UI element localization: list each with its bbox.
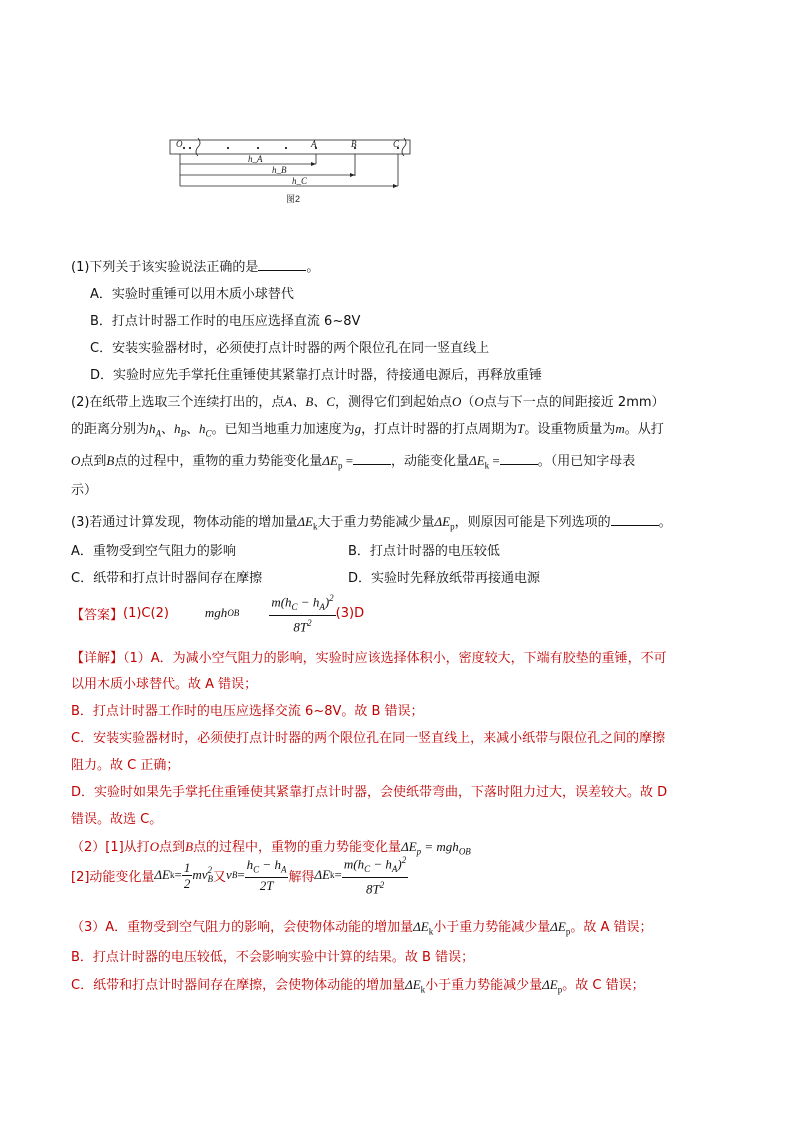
detail-line-2: 以用木质小球替代。故 A 错误； (71, 677, 258, 692)
answer-blank (258, 258, 306, 271)
q3-option-b: B．打点计时器的电压较低 (348, 544, 500, 559)
figure-caption: 图2 (286, 194, 301, 204)
answer-fraction: $\frac{m(h_C - h_A)^2}{8T^2}$ (271, 593, 334, 635)
answer-label: 【答案】 (71, 607, 124, 623)
vb-fraction: $\frac{h_C - h_A}{2T}$ (246, 856, 287, 894)
detail-line-5: 阻力。故 C 正确； (71, 758, 180, 773)
detail-line-12: C．纸带和打点计时器间存在摩擦，会使物体动能的增加量$\Delta E_k$小于重力势能减少量$\Delta E_p$。故 C 错误； (71, 977, 645, 995)
answer-blank (500, 452, 538, 465)
q1-option-a: A．实验时重锤可以用木质小球替代 (90, 287, 294, 302)
q2-line-3: O点到B点的过程中，重物的重力势能变化量$\Delta E_p$ = ，动能变化量$\Delta E_k$ = 。（用已知字母表 (71, 453, 636, 471)
detail-line-1: 【详解】（1）A．为减小空气阻力的影响，实验时应该选择体积小，密度较大，下端有胶垫的重锤，不可 (71, 651, 667, 666)
q2-line-1: (2)在纸带上选取三个连续打出的，点A、B、C，测得它们到起始点O（O点与下一点的间距接近 2mm） (71, 394, 665, 410)
tape-dot (285, 147, 287, 149)
dim-label-hc: h_C (292, 176, 308, 186)
ek-fraction: $\frac{m(h_C - h_A)^2}{8T^2}$ (343, 855, 407, 897)
q3-option-c: C．纸带和打点计时器间存在摩擦 (71, 571, 263, 586)
tape-dot (227, 147, 229, 149)
detail-line-6: D．实验时如果先手掌托住重锤使其紧靠打点计时器，会使纸带弯曲，下落时阻力过大，误差较大。故 D (71, 785, 668, 800)
detail-line-8: （2）[1]从打O点到B点的过程中，重物的重力势能变化量$\Delta E_p = mgh_{OB}$ (71, 839, 471, 857)
detail-line-3: B．打点计时器工作时的电压应选择交流 6~8V。故 B 错误； (71, 704, 424, 719)
detail-line-9: [2]动能变化量 ΔE k = $\frac{1}{2}$ mv 2 B 又 v B = $\frac{h_C - h_A}{2T}$ 解得 ΔE k = $\frac{m(h_C - h_A)^2}{8T^2}$ (71, 855, 407, 897)
tape-dot (189, 147, 191, 149)
answer-blank (353, 452, 391, 465)
half-fraction: $\frac{1}{2}$ (183, 859, 191, 891)
q3-option-d: D．实验时先释放纸带再接通电源 (348, 571, 541, 586)
q1-stem-text: (1)下列关于该实验说法正确的是 (71, 260, 259, 275)
detail-line-4: C．安装实验器材时，必须使打点计时器的两个限位孔在同一竖直线上，来减小纸带与限位孔之间的摩擦 (71, 731, 666, 746)
detail-line-10: （3）A．重物受到空气阻力的影响，会使物体动能的增加量$\Delta E_k$小于重力势能减少量$\Delta E_p$。故 A 错误； (71, 919, 653, 937)
q1-option-d: D．实验时应先手掌托住重锤使其紧靠打点计时器，待接通电源后，再释放重锤 (90, 368, 543, 383)
q1-stem (71, 256, 319, 275)
tape-dot (257, 147, 259, 149)
q2-line-2: 的距离分别为$h_A$、$h_B$、$h_C$。已知当地重力加速度为g，打点计时器的打点周期为T。设重物质量为m。从打 (71, 421, 664, 439)
paper-tape-figure (168, 134, 418, 206)
point-label-a: A (311, 139, 317, 149)
dim-label-hb: h_B (272, 165, 287, 175)
answer-blank (611, 513, 659, 526)
q3-option-a: A．重物受到空气阻力的影响 (71, 544, 236, 559)
q2-line-4: 示） (71, 483, 98, 498)
q1-option-c: C．安装实验器材时，必须使打点计时器的两个限位孔在同一竖直线上 (90, 341, 490, 356)
point-label-o: O (176, 139, 183, 149)
q1-option-b: B．打点计时器工作时的电压应选择直流 6~8V (90, 314, 361, 329)
q3-stem: (3)若通过计算发现，物体动能的增加量$\Delta E_k$大于重力势能减少量$\Delta E_p$，则原因可能是下列选项的 。 (71, 514, 672, 532)
point-label-c: C (393, 139, 400, 149)
q1-end: 。 (306, 260, 320, 275)
point-label-b: B (351, 139, 357, 149)
tape-dot (183, 147, 185, 149)
detail-label: 【详解】 (71, 651, 124, 666)
answer-line: 【答案】 (1)C(2) mgh OB $\frac{m(h_C - h_A)^2}{8T^2}$ (3)D (71, 593, 365, 635)
detail-line-11: B．打点计时器的电压较低，不会影响实验中计算的结果。故 B 错误； (71, 950, 475, 965)
detail-line-7: 错误。故选 C。 (71, 812, 163, 827)
dim-label-ha: h_A (248, 154, 263, 164)
